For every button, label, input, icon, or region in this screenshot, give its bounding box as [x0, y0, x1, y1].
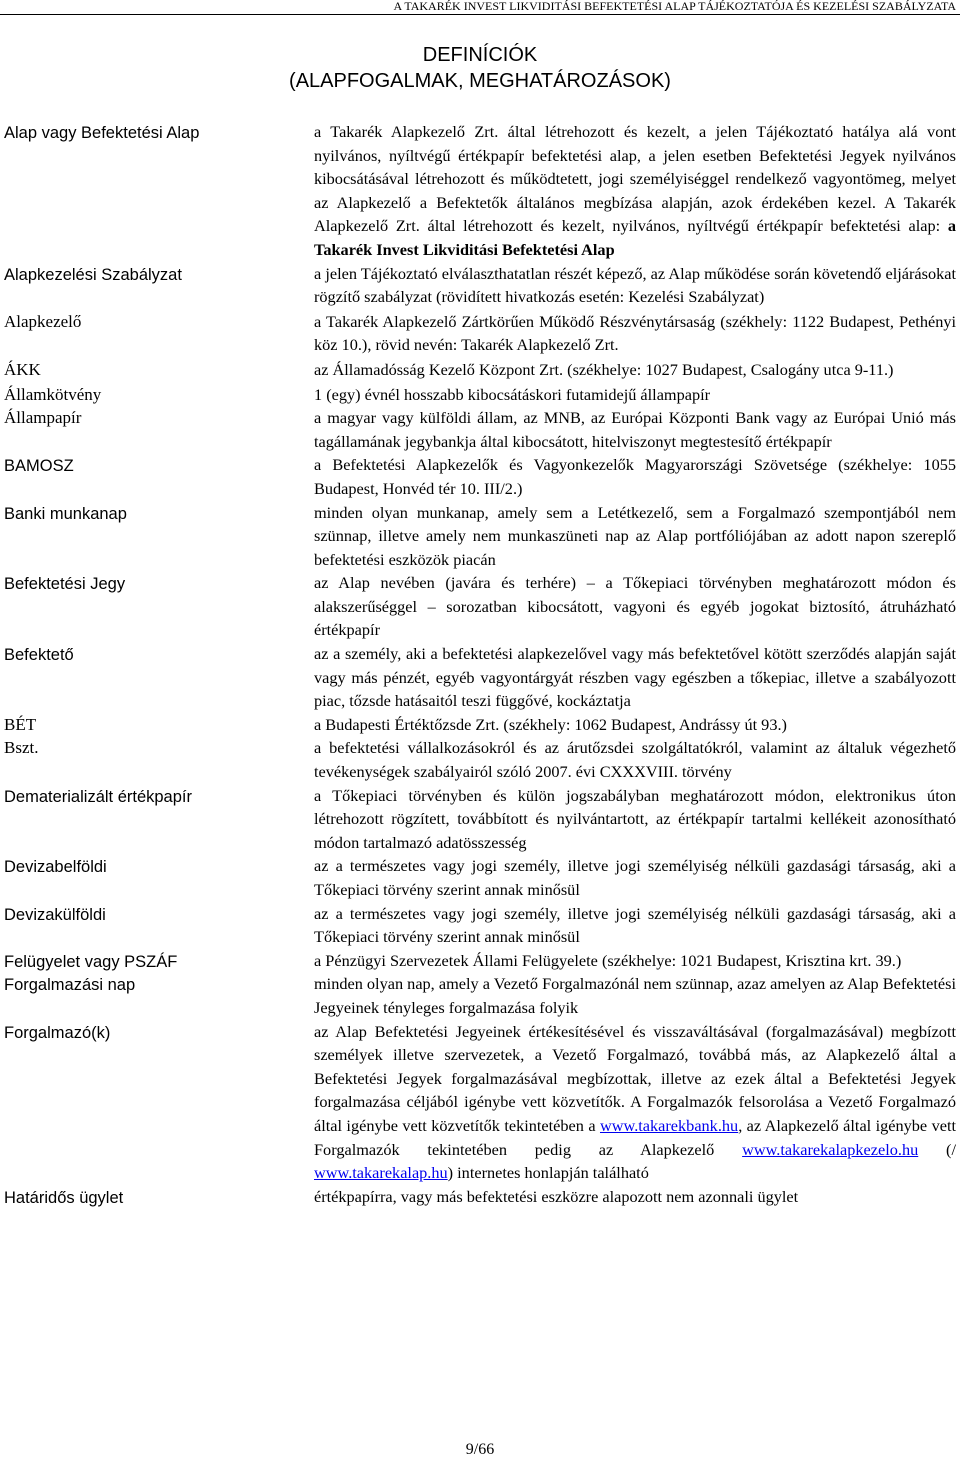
definition-row — [0, 972, 960, 1019]
definition-row — [0, 383, 960, 407]
definition-term: Felügyelet vagy PSZÁF — [4, 952, 178, 971]
definition-text: minden olyan munkanap, amely sem a Letétkezelő, sem a Forgalmazó szempontjából nem szünnap, illetve amely nem munkaszüneti nap az Alap portfóliójában az adott napon szereplő befektetési eszközök piacán — [314, 502, 956, 569]
definition-row — [0, 358, 960, 382]
definition-text: 1 (egy) évnél hosszabb kibocsátáskori futamidejű állampapír — [314, 384, 711, 404]
definition-row — [0, 571, 960, 642]
definition-row — [0, 642, 960, 713]
definition-row — [0, 262, 960, 309]
definition-term: Dematerializált értékpapír — [4, 787, 192, 806]
definition-term: BAMOSZ — [4, 457, 74, 476]
definition-row — [0, 501, 960, 572]
definitions-list — [0, 120, 960, 1208]
definition-text: az Államadósság Kezelő Központ Zrt. (székhelye: 1027 Budapest, Csalogány utca 9-11.) — [314, 359, 894, 379]
title-line-2: (ALAPFOGALMAK, MEGHATÁROZÁSOK) — [289, 70, 671, 92]
definition-row — [0, 453, 960, 500]
definition-term: Forgalmazó(k) — [4, 1023, 111, 1042]
definition-term: Bszt. — [4, 738, 39, 758]
definition-term: Állampapír — [4, 408, 82, 428]
definition-row — [0, 1020, 960, 1185]
definition-text: az a természetes vagy jogi személy, illetve jogi személyiség nélküli gazdasági társaság, aki a Tőkepiaci törvény szerint annak minősül — [314, 856, 956, 899]
definition-text: az Alap Befektetési Jegyeinek értékesítésével és visszaváltásával (forgalmazásával) megbízott személyek illetve szervezetek, a Vezető Forgalmazó, továbbá más, az Alapkezelő által a Befektetési Jegyek forgalmazásával megbízottak, illetve az ezek által a Befektetési Jegyek forgalmazása céljából igénybe vett közvetítők. A Forgalmazók felsorolása a Vezető Forgalmazó által igénybe vett közvetítők tekintetében a www.takarekbank.hu, az Alapkezelő által igénybe vett Forgalmazók tekintetében pedig az Alapkezelő www.takarekalapkezelo.hu (/ www.takarekalap.hu) internetes honlapján található — [314, 1021, 957, 1183]
fund-name: a Takarék Invest Likviditási Befektetési Alap — [314, 216, 956, 259]
definition-text: a magyar vagy külföldi állam, az MNB, az Európai Központi Bank vagy az Európai Unió más tagállamának jegybankja által kibocsátott, hitelviszonyt megtestesítő értékpapír — [314, 408, 956, 451]
definition-term: ÁKK — [4, 359, 41, 379]
definition-term: Devizabelföldi — [4, 858, 107, 877]
definition-text: a Takarék Alapkezelő Zártkörűen Működő Részvénytársaság (székhely: 1122 Budapest, Pethényi köz 10.), rövid nevén: Takarék Alapkezelő Zrt. — [314, 311, 956, 355]
definition-text: minden olyan nap, amely a Vezető Forgalmazónál nem szünnap, azaz amelyen az Alap Befektetési Jegyeinek tényleges forgalmazása folyik — [314, 974, 956, 1017]
definition-row — [0, 713, 960, 737]
definition-row — [0, 736, 960, 783]
definition-row — [0, 784, 960, 855]
definition-row — [0, 310, 960, 357]
takarekbank-link[interactable]: www.takarekbank.hu — [599, 1115, 739, 1135]
definition-term: Alapkezelő — [4, 311, 82, 331]
definition-row — [0, 854, 960, 901]
definition-row — [0, 902, 960, 949]
running-header: A TAKARÉK INVEST LIKVIDITÁSI BEFEKTETÉSI ALAP TÁJÉKOZTATÓJA ÉS KEZELÉSI SZABÁLYZATA — [0, 0, 960, 15]
page-number: 9/66 — [465, 1441, 495, 1458]
definition-text: a jelen Tájékoztató elválaszthatatlan részét képező, az Alap működése során követendő eljárásokat rögzítő szabályzat (rövidített hivatkozás esetén: Kezelési Szabályzat) — [314, 263, 956, 307]
definition-term: Befektetési Jegy — [4, 575, 126, 594]
definition-term: Forgalmazási nap — [4, 976, 136, 995]
definition-term: Befektető — [4, 646, 74, 665]
definition-text: a befektetési vállalkozásokról és az árutőzsdei szolgáltatókról, valamint az általuk végezhető tevékenységek szabályairól szóló 2007. évi CXXXVIII. törvény — [314, 738, 956, 782]
definition-text: értékpapírra, vagy más befektetési eszközre alapozott nem azonnali ügylet — [314, 1186, 799, 1206]
definition-term: Banki munkanap — [4, 504, 127, 523]
definition-text: a Takarék Alapkezelő Zrt. által létrehozott és kezelt, a jelen Tájékoztató hatálya alá vont nyilvános, nyíltvégű értékpapír befektetési alap, a jelen esetben Befektetési Jegyek nyilvános kibocsátásával létrehozott és működtetett, jogi személyiséggel rendelkező vagyontömeg, melyet az Alapkezelő a Befektetők általános megbízása alapján, azok érdekében kezel. A Takarék Alapkezelő Zrt. által létrehozott és kezelt, nyilvános, nyíltvégű értékpapír befektetési alap: a Takarék Invest Likviditási Befektetési Alap — [314, 122, 956, 259]
definition-row — [0, 406, 960, 453]
definition-term: Alap vagy Befektetési Alap — [4, 124, 200, 142]
definition-row — [0, 949, 960, 973]
definition-text: a Tőkepiaci törvényben és külön jogszabályban meghatározott módon, elektronikus úton létrehozott rögzített, továbbított és nyilvántartott, az értékpapír tartalmi kellékeit azonosítható módon tartalmazó adatösszesség — [314, 785, 956, 852]
definition-text: az Alap nevében (javára és terhére) – a Tőkepiaci törvényben meghatározott módon és alakszerűséggel – sorozatban kibocsátott, vagyoni és egyéb jogokat biztosító, átruházható értékpapír — [314, 573, 956, 640]
definition-term: Devizakülföldi — [4, 905, 106, 924]
takarekalapkezelo-link[interactable]: www.takarekalapkezelo.hu — [742, 1139, 919, 1159]
definition-text: az a természetes vagy jogi személy, illetve jogi személyiség nélküli gazdasági társaság, aki a Tőkepiaci törvény szerint annak minősül — [314, 903, 956, 947]
takarekalap-link[interactable]: www.takarekalap.hu — [314, 1163, 448, 1183]
definition-row — [0, 1185, 960, 1209]
definition-term: Alapkezelési Szabályzat — [4, 265, 182, 284]
definition-text: a Befektetési Alapkezelők és Vagyonkezelők Magyarországi Szövetsége (székhelye: 1055 Budapest, Honvéd tér 10. III/2.) — [314, 455, 956, 498]
definition-term: BÉT — [4, 714, 37, 734]
page-title — [0, 42, 960, 94]
definition-term: Határidős ügylet — [4, 1188, 124, 1207]
title-line-1: DEFINÍCIÓK — [422, 44, 538, 66]
definition-term: Államkötvény — [4, 384, 102, 404]
definition-row — [0, 120, 960, 262]
definition-text: az a személy, aki a befektetési alapkezelővel vagy más befektetővel kötött szerződés alapján saját vagy más pénzét, egyéb vagyontárgyát részben vagy egészben a tőkepiac, illetve a szabályozott piac, tőzsde hatásaitól teszi függővé, kockáztatja — [314, 644, 956, 711]
definition-text: a Pénzügyi Szervezetek Állami Felügyelete (székhelye: 1021 Budapest, Krisztina krt. 39.) — [314, 950, 902, 970]
definition-text: a Budapesti Értéktőzsde Zrt. (székhely: 1062 Budapest, Andrássy út 93.) — [314, 714, 787, 734]
